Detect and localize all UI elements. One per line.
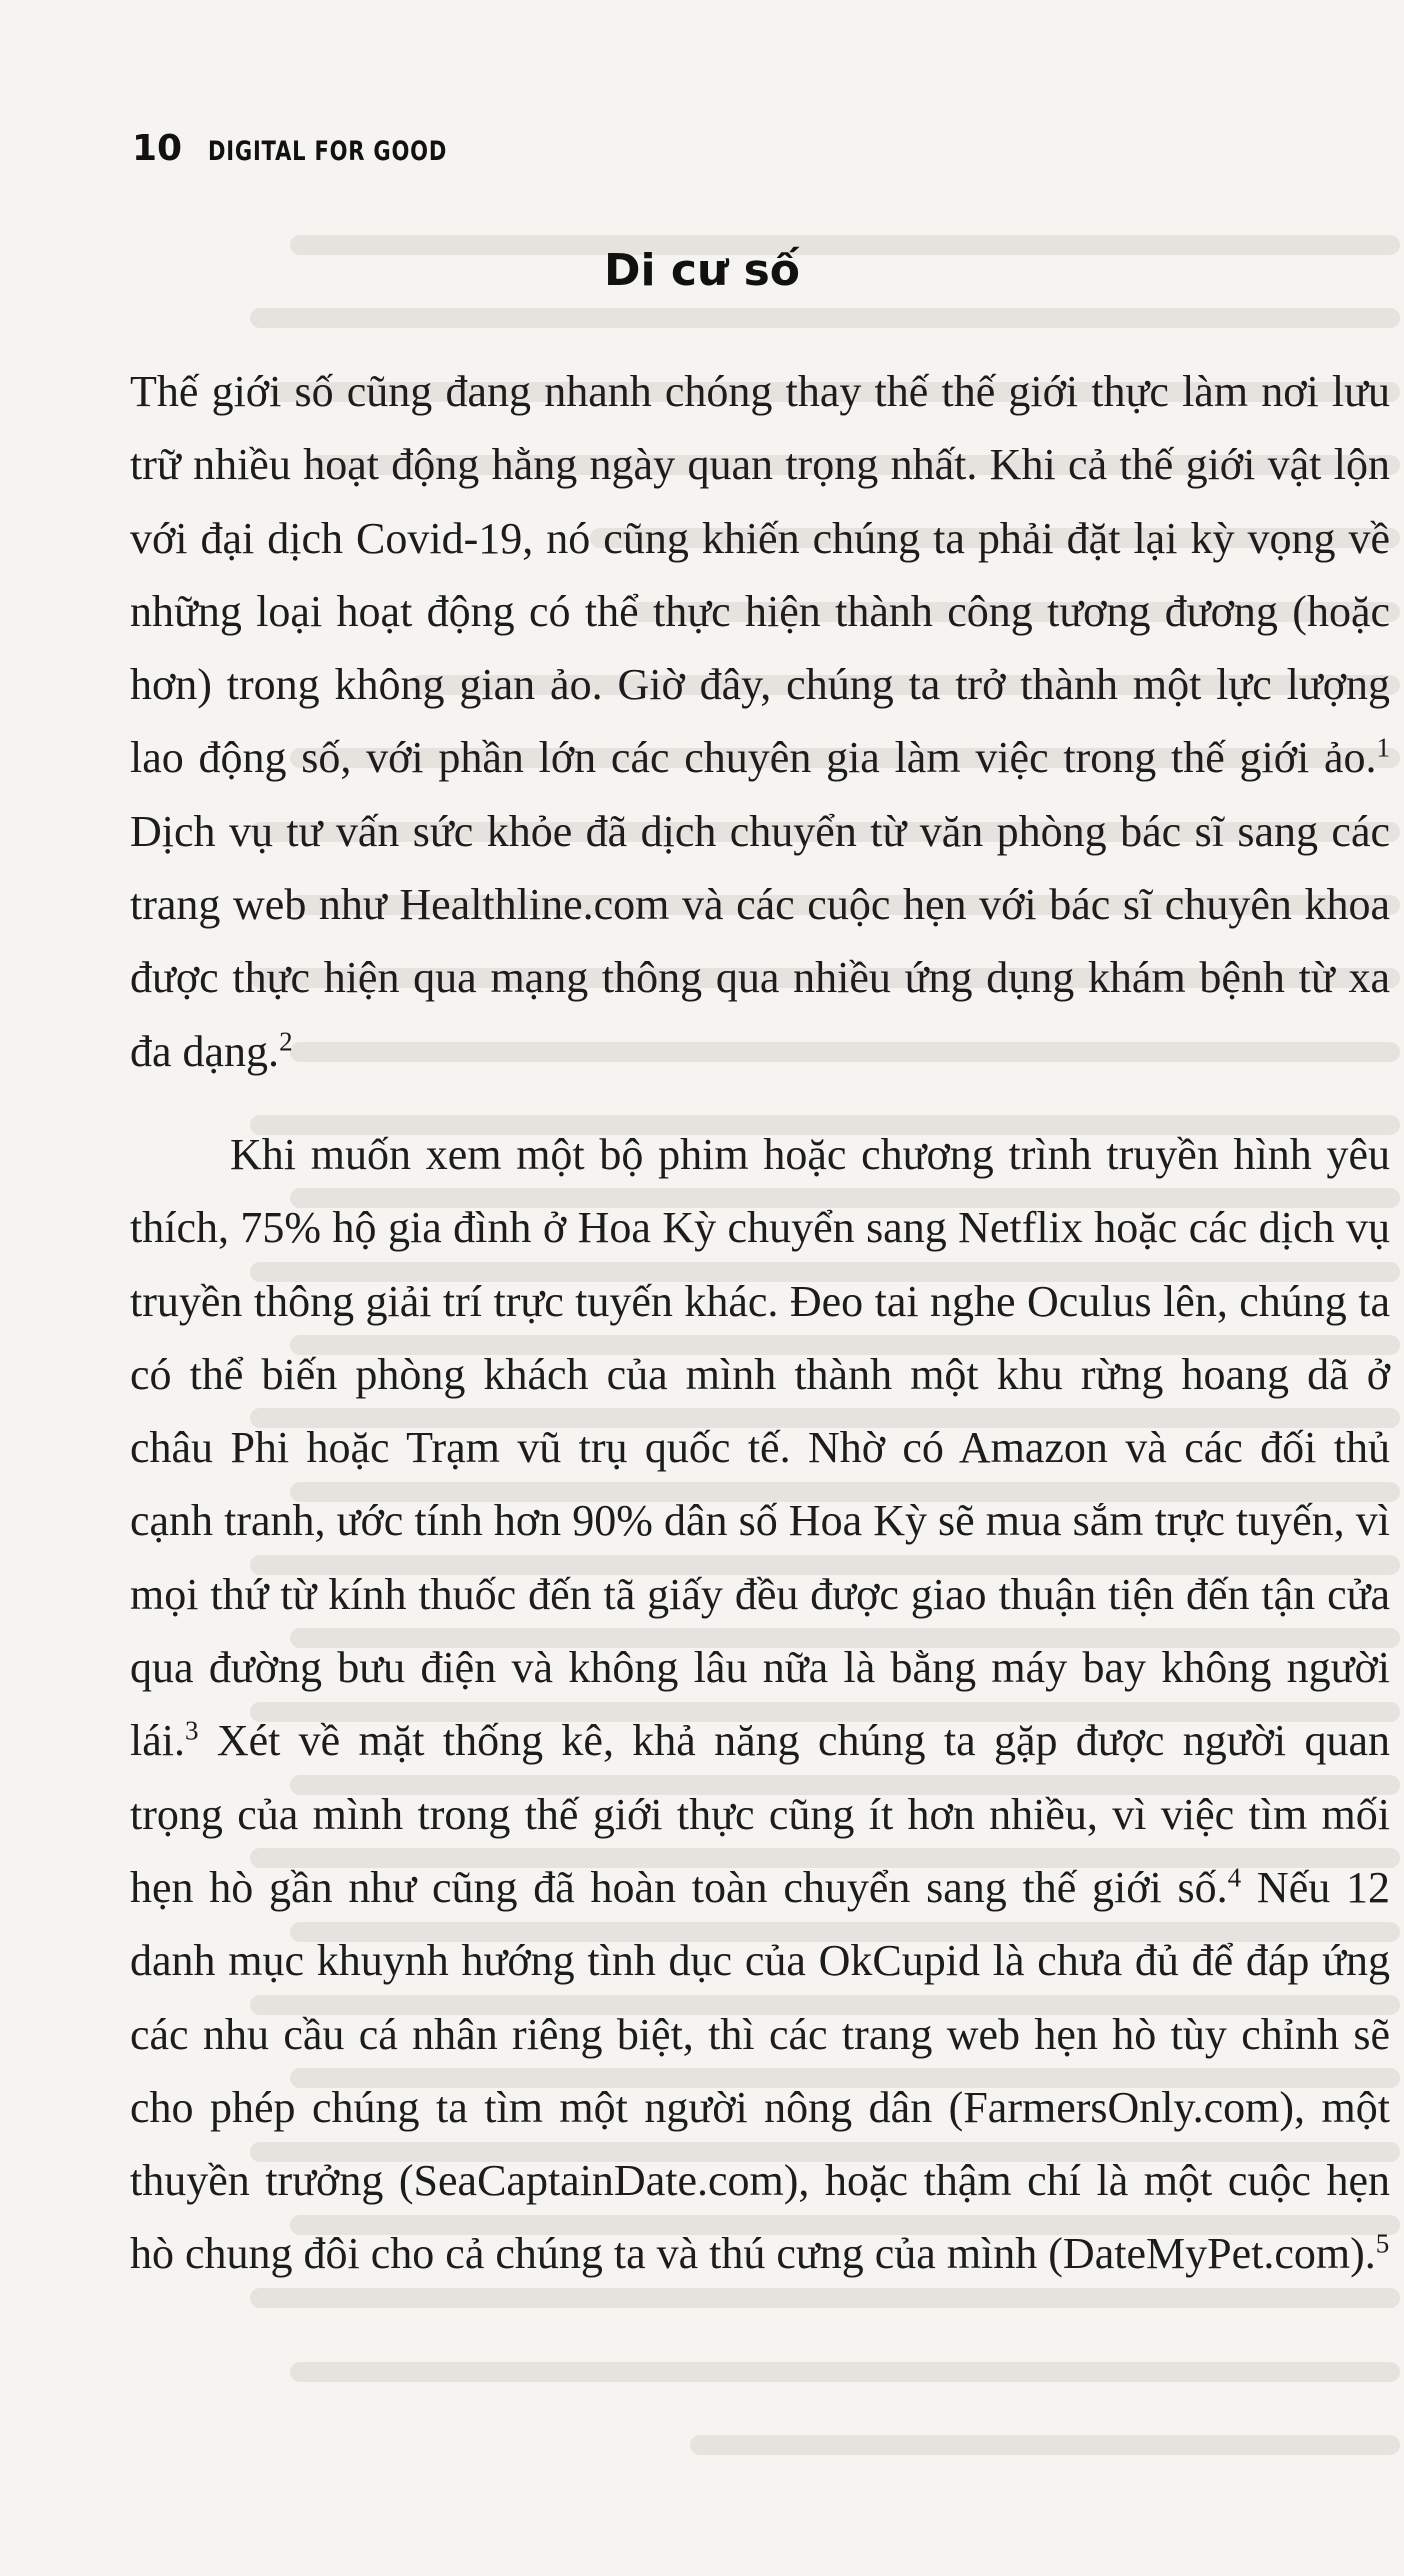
running-head [132, 128, 515, 172]
paragraph-2 [130, 1118, 1390, 2291]
footnote-marker-2: 2 [279, 1026, 293, 1057]
footnote-marker-4: 4 [1227, 1862, 1242, 1893]
footnote-marker-3: 3 [184, 1715, 199, 1746]
footnote-marker-5: 5 [1375, 2228, 1390, 2259]
footnote-marker-1: 1 [1376, 732, 1390, 763]
paragraph-1-sentence-1: Thế giới số cũng đang nhanh chóng thay thế thế giới thực làm nơi lưu trữ nhiều hoạt động hằng ngày quan trọng nhất. Khi cả thế giới vật lộn với đại dịch Covid-19, nó cũng khiến chúng ta phải đặt lại kỳ vọng về những loại hoạt động có thể thực hiện thành công tương đương (hoặc hơn) trong không gian ảo. Giờ đây, chúng ta trở thành một lực lượng lao động số, với phần lớn các chuyên gia làm việc trong thế giới ảo. [130, 367, 1390, 783]
paragraph-2-sentence-3: Nếu 12 danh mục khuynh hướng tình dục của OkCupid là chưa đủ để đáp ứng các nhu cầu cá nhân riêng biệt, thì các trang web hẹn hò tùy chỉnh sẽ cho phép chúng ta tìm một người nông dân (FarmersOnly.com), một thuyền trưởng (SeaCaptainDate.com), hoặc thậm chí là một cuộc hẹn hò chung đôi cho cả chúng ta và thú cưng của mình (DateMyPet.com). [130, 1862, 1390, 2279]
paragraph-1-sentence-2: Dịch vụ tư vấn sức khỏe đã dịch chuyển từ văn phòng bác sĩ sang các trang web như Healthline.com và các cuộc hẹn với bác sĩ chuyên khoa được thực hiện qua mạng thông qua nhiều ứng dụng khám bệnh từ xa đa dạng. [130, 806, 1390, 1076]
paragraph-2-sentence-2: Xét về mặt thống kê, khả năng chúng ta gặp được người quan trọng của mình trong thế giới thực cũng ít hơn nhiều, vì việc tìm mối hẹn hò gần như cũng đã hoàn toàn chuyển sang thế giới số. [130, 1716, 1390, 1912]
book-title: DIGITAL FOR GOOD [208, 136, 448, 167]
body-text [130, 355, 1390, 2291]
paragraph-1 [130, 355, 1390, 1088]
page-number: 10 [132, 128, 183, 169]
section-title: Di cư số [603, 245, 801, 296]
paragraph-2-sentence-1: Khi muốn xem một bộ phim hoặc chương trình truyền hình yêu thích, 75% hộ gia đình ở Hoa Kỳ chuyển sang Netflix hoặc các dịch vụ truyền thông giải trí trực tuyến khác. Đeo tai nghe Oculus lên, chúng ta có thể biến phòng khách của mình thành một khu rừng hoang dã ở châu Phi hoặc Trạm vũ trụ quốc tế. Nhờ có Amazon và các đối thủ cạnh tranh, ước tính hơn 90% dân số Hoa Kỳ sẽ mua sắm trực tuyến, vì mọi thứ từ kính thuốc đến tã giấy đều được giao thuận tiện đến tận cửa qua đường bưu điện và không lâu nữa là bằng máy bay không người lái. [130, 1129, 1390, 1766]
